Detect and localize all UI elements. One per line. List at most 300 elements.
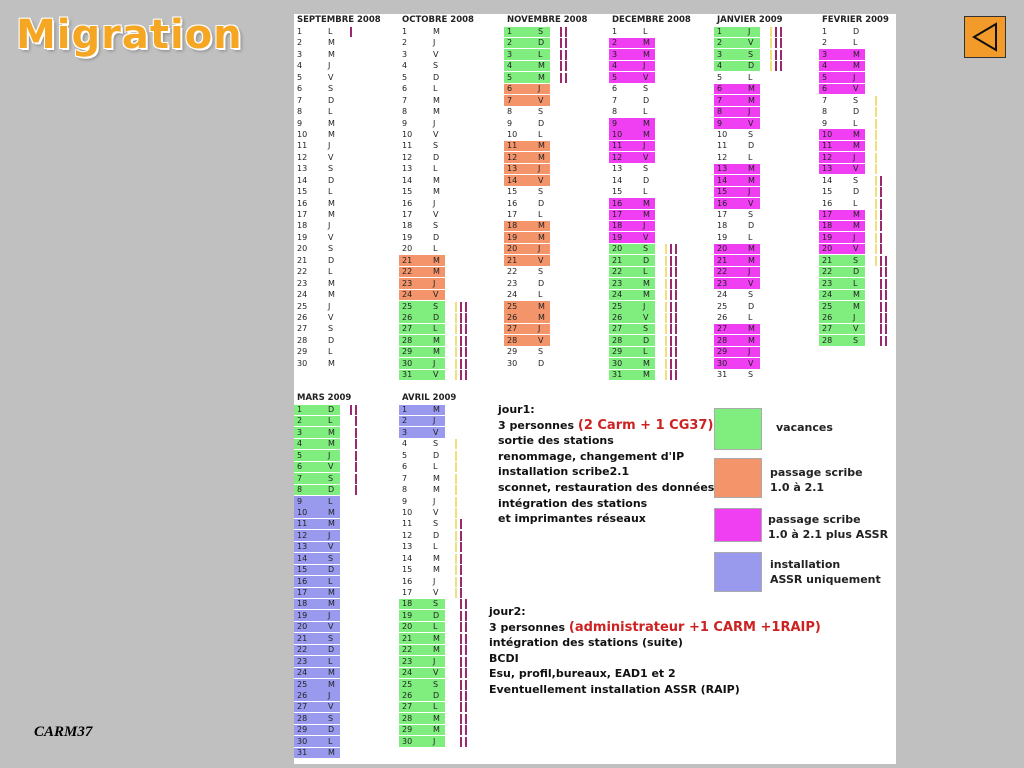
calendar-day — [714, 118, 818, 129]
weekday-letter: L — [328, 416, 333, 426]
day-number: 29 — [612, 347, 623, 357]
jour2-marker — [780, 38, 782, 48]
jour1-marker — [875, 221, 877, 231]
jour2-marker — [670, 290, 672, 300]
weekday-letter: M — [643, 358, 650, 368]
calendar-day — [399, 232, 503, 243]
jour2-marker — [460, 737, 462, 747]
jour1-marker — [665, 347, 667, 357]
day-number: 10 — [822, 129, 833, 139]
day-number: 18 — [297, 599, 308, 609]
calendar-day — [399, 72, 503, 83]
weekday-letter: L — [643, 187, 648, 197]
weekday-letter: J — [433, 496, 436, 506]
weekday-letter: S — [433, 141, 439, 151]
calendar-day — [294, 713, 398, 724]
weekday-letter: V — [643, 152, 649, 162]
day-number: 17 — [507, 210, 518, 219]
calendar-day — [294, 209, 398, 220]
calendar-day — [294, 26, 398, 37]
weekday-letter: M — [433, 565, 440, 575]
weekday-letter: M — [538, 312, 545, 322]
day-number: 13 — [507, 164, 518, 174]
day-number: 19 — [612, 232, 623, 242]
jour2-marker — [565, 61, 567, 71]
day-number: 30 — [297, 736, 308, 746]
jour2-title: jour2: — [489, 605, 526, 618]
calendar-day — [294, 587, 398, 598]
jour2-marker — [675, 244, 677, 254]
day-number: 17 — [717, 210, 728, 219]
jour2-marker — [465, 634, 467, 644]
calendar-day — [609, 198, 713, 209]
jour2-marker — [355, 485, 357, 495]
calendar-day — [609, 129, 713, 140]
jour2-marker — [460, 302, 462, 312]
jour2-marker — [670, 267, 672, 277]
day-number: 13 — [297, 164, 308, 174]
jour1-marker — [455, 508, 457, 518]
weekday-letter: V — [748, 198, 754, 208]
day-number: 19 — [507, 232, 518, 242]
weekday-letter: V — [328, 622, 334, 632]
calendar-day — [294, 404, 398, 415]
jour2-marker — [460, 336, 462, 346]
day-number: 12 — [717, 152, 728, 162]
day-number: 5 — [402, 450, 408, 460]
jour2-marker — [880, 336, 882, 346]
day-number: 11 — [822, 141, 833, 151]
day-number: 9 — [822, 118, 828, 128]
weekday-letter: J — [748, 347, 751, 357]
calendar-day — [399, 724, 503, 735]
day-number: 3 — [402, 427, 408, 437]
weekday-letter: L — [328, 736, 333, 746]
day-number: 18 — [822, 221, 833, 231]
weekday-letter: M — [433, 175, 440, 185]
weekday-letter: V — [748, 118, 754, 128]
weekday-letter: S — [328, 324, 334, 334]
weekday-letter: J — [433, 198, 436, 208]
day-number: 23 — [612, 278, 623, 288]
jour2-marker — [880, 267, 882, 277]
month-column — [399, 14, 503, 381]
weekday-letter: D — [853, 267, 860, 277]
day-number: 30 — [507, 358, 518, 368]
calendar-day — [609, 106, 713, 117]
weekday-letter: D — [538, 278, 545, 288]
day-number: 27 — [402, 702, 413, 712]
jour2-marker — [355, 405, 357, 415]
jour2-marker — [355, 462, 357, 472]
calendar-day — [294, 175, 398, 186]
calendar-day — [399, 369, 503, 380]
weekday-letter: J — [643, 61, 646, 71]
day-number: 1 — [612, 27, 618, 36]
calendar-day — [819, 72, 896, 83]
day-number: 4 — [717, 61, 723, 71]
day-number: 11 — [612, 141, 623, 151]
jour1-marker — [665, 244, 667, 254]
day-number: 20 — [507, 244, 518, 254]
jour2-marker — [465, 622, 467, 632]
day-number: 29 — [507, 347, 518, 357]
jour2-marker — [460, 313, 462, 323]
calendar-day — [609, 186, 713, 197]
calendar-day — [399, 518, 503, 529]
weekday-letter: M — [643, 290, 650, 300]
day-number: 6 — [402, 84, 408, 94]
calendar-day — [294, 289, 398, 300]
calendar-day — [399, 335, 503, 346]
calendar-day — [819, 83, 896, 94]
previous-slide-button[interactable] — [964, 16, 1006, 58]
jour2-marker — [465, 645, 467, 655]
jour2-marker — [465, 599, 467, 609]
month-header: FEVRIER 2009 — [822, 15, 889, 25]
month-header: JANVIER 2009 — [717, 15, 783, 25]
calendar-day — [399, 301, 503, 312]
calendar-day — [714, 358, 818, 369]
weekday-letter: D — [433, 152, 440, 162]
jour1-marker — [455, 554, 457, 564]
day-number: 28 — [717, 335, 728, 345]
weekday-letter: V — [328, 72, 334, 82]
jour2-marker — [675, 302, 677, 312]
day-number: 29 — [717, 347, 728, 357]
day-number: 1 — [402, 27, 408, 36]
calendar-day — [294, 186, 398, 197]
jour2-marker — [465, 611, 467, 621]
day-number: 1 — [822, 27, 828, 36]
day-number: 14 — [612, 175, 623, 185]
weekday-letter: V — [328, 542, 334, 552]
calendar-day — [399, 496, 503, 507]
calendar-day — [714, 346, 818, 357]
weekday-letter: V — [433, 427, 439, 437]
day-number: 22 — [822, 267, 833, 277]
jour2-marker — [880, 244, 882, 254]
weekday-letter: D — [538, 198, 545, 208]
calendar-day — [504, 37, 608, 48]
calendar-day — [294, 37, 398, 48]
weekday-letter: S — [538, 107, 544, 117]
day-number: 9 — [507, 118, 513, 128]
calendar-day — [294, 450, 398, 461]
calendar-day — [399, 152, 503, 163]
calendar-day — [609, 72, 713, 83]
jour2-marker — [885, 256, 887, 266]
weekday-letter: S — [433, 61, 439, 71]
jour1-marker — [770, 61, 772, 71]
calendar-day — [714, 232, 818, 243]
calendar-day — [399, 163, 503, 174]
day-number: 10 — [297, 507, 308, 517]
jour1-notes — [498, 402, 714, 527]
day-number: 15 — [402, 187, 413, 197]
weekday-letter: D — [328, 725, 335, 735]
weekday-letter: M — [853, 290, 860, 300]
calendar-day — [399, 289, 503, 300]
weekday-letter: M — [748, 175, 755, 185]
weekday-letter: L — [433, 702, 438, 712]
day-number: 7 — [297, 473, 303, 483]
jour2-marker — [880, 199, 882, 209]
weekday-letter: M — [328, 427, 335, 437]
day-number: 25 — [822, 301, 833, 311]
day-number: 20 — [717, 244, 728, 254]
calendar-day — [399, 427, 503, 438]
jour2-marker — [460, 611, 462, 621]
weekday-letter: L — [748, 72, 753, 82]
calendar-day — [609, 346, 713, 357]
day-number: 14 — [717, 175, 728, 185]
weekday-letter: S — [328, 713, 334, 723]
weekday-letter: L — [328, 347, 333, 357]
weekday-letter: D — [328, 485, 335, 495]
jour2-marker — [670, 244, 672, 254]
day-number: 6 — [822, 84, 828, 94]
calendar-day — [609, 37, 713, 48]
day-number: 3 — [822, 49, 828, 59]
month-column — [714, 14, 818, 381]
calendar-day — [399, 312, 503, 323]
jour2-marker — [675, 324, 677, 334]
calendar-day — [294, 129, 398, 140]
jour2-line: Eventuellement installation ASSR (RAIP) — [489, 682, 740, 696]
weekday-letter: J — [328, 610, 331, 620]
day-number: 28 — [507, 335, 518, 345]
jour2-marker — [675, 290, 677, 300]
calendar-day — [504, 118, 608, 129]
calendar-day — [399, 118, 503, 129]
jour1-marker — [875, 119, 877, 129]
weekday-letter: V — [538, 255, 544, 265]
calendar-day — [819, 37, 896, 48]
jour1-people: 3 personnes — [498, 418, 575, 432]
jour2-marker — [675, 359, 677, 369]
day-number: 16 — [717, 198, 728, 208]
jour1-marker — [875, 233, 877, 243]
jour2-marker — [465, 691, 467, 701]
jour2-marker — [465, 725, 467, 735]
day-number: 15 — [297, 187, 308, 197]
weekday-letter: S — [328, 84, 334, 94]
jour2-marker — [460, 588, 462, 598]
day-number: 18 — [402, 599, 413, 609]
day-number: 24 — [297, 668, 308, 678]
day-number: 30 — [297, 358, 308, 368]
jour2-marker — [670, 302, 672, 312]
day-number: 28 — [612, 335, 623, 345]
weekday-letter: M — [748, 84, 755, 94]
weekday-letter: L — [853, 198, 858, 208]
weekday-letter: J — [748, 27, 751, 36]
calendar-day — [609, 323, 713, 334]
weekday-letter: M — [538, 61, 545, 71]
calendar-day — [294, 60, 398, 71]
day-number: 30 — [402, 736, 413, 746]
jour2-marker — [465, 336, 467, 346]
calendar-day — [714, 323, 818, 334]
day-number: 12 — [822, 152, 833, 162]
day-number: 7 — [297, 95, 303, 105]
weekday-letter: V — [748, 358, 754, 368]
weekday-letter: V — [853, 244, 859, 254]
day-number: 4 — [612, 61, 618, 71]
jour2-marker — [560, 61, 562, 71]
weekday-letter: M — [328, 439, 335, 449]
weekday-letter: S — [643, 324, 649, 334]
day-number: 17 — [822, 210, 833, 219]
weekday-letter: L — [433, 542, 438, 552]
day-number: 30 — [717, 358, 728, 368]
weekday-letter: M — [328, 210, 335, 219]
jour1-marker — [770, 38, 772, 48]
jour2-marker — [670, 370, 672, 380]
weekday-letter: M — [538, 152, 545, 162]
jour2-marker — [885, 279, 887, 289]
jour1-marker — [665, 290, 667, 300]
day-number: 12 — [402, 530, 413, 540]
calendar-day — [714, 301, 818, 312]
jour1-line: renommage, changement d'IP — [498, 449, 685, 463]
day-number: 12 — [297, 152, 308, 162]
calendar-day — [504, 232, 608, 243]
day-number: 22 — [297, 267, 308, 277]
day-number: 13 — [612, 164, 623, 174]
calendar-day — [714, 129, 818, 140]
weekday-letter: M — [538, 72, 545, 82]
calendar-day — [819, 118, 896, 129]
calendar-day — [399, 404, 503, 415]
jour1-marker — [455, 439, 457, 449]
calendar-day — [714, 140, 818, 151]
jour2-marker — [675, 313, 677, 323]
day-number: 5 — [297, 450, 303, 460]
jour1-marker — [455, 336, 457, 346]
calendar-day — [504, 83, 608, 94]
jour2-marker — [885, 336, 887, 346]
weekday-letter: J — [643, 141, 646, 151]
weekday-letter: J — [433, 576, 436, 586]
day-number: 8 — [507, 107, 513, 117]
weekday-letter: J — [538, 84, 541, 94]
weekday-letter: S — [748, 210, 754, 219]
calendar-day — [819, 186, 896, 197]
weekday-letter: J — [538, 164, 541, 174]
day-number: 23 — [507, 278, 518, 288]
weekday-letter: V — [433, 290, 439, 300]
jour2-marker — [880, 302, 882, 312]
day-number: 7 — [402, 95, 408, 105]
calendar-day — [714, 278, 818, 289]
jour2-marker — [880, 210, 882, 220]
weekday-letter: M — [853, 210, 860, 219]
day-number: 26 — [402, 312, 413, 322]
day-number: 16 — [822, 198, 833, 208]
weekday-letter: S — [328, 633, 334, 643]
calendar-day — [294, 140, 398, 151]
weekday-letter: M — [748, 95, 755, 105]
calendar-day — [399, 106, 503, 117]
jour2-marker — [780, 61, 782, 71]
day-number: 21 — [612, 255, 623, 265]
calendar-day — [294, 633, 398, 644]
calendar-day — [819, 301, 896, 312]
day-number: 20 — [297, 244, 308, 254]
day-number: 14 — [822, 175, 833, 185]
weekday-letter: J — [538, 244, 541, 254]
day-number: 7 — [612, 95, 618, 105]
calendar-day — [294, 724, 398, 735]
jour1-marker — [875, 153, 877, 163]
calendar-day — [294, 747, 398, 758]
calendar-day — [609, 209, 713, 220]
weekday-letter: M — [433, 713, 440, 723]
weekday-letter: L — [328, 267, 333, 277]
weekday-letter: M — [433, 553, 440, 563]
jour2-marker — [460, 725, 462, 735]
month-column — [294, 392, 398, 759]
calendar-day — [294, 518, 398, 529]
day-number: 28 — [297, 335, 308, 345]
jour2-marker — [350, 405, 352, 415]
calendar-day — [399, 129, 503, 140]
calendar-day — [399, 576, 503, 587]
weekday-letter: V — [853, 324, 859, 334]
calendar-day — [294, 415, 398, 426]
day-number: 27 — [297, 702, 308, 712]
jour2-line: intégration des stations (suite) — [489, 636, 683, 650]
jour2-marker — [465, 324, 467, 334]
day-number: 1 — [297, 405, 303, 414]
calendar-day — [819, 278, 896, 289]
day-number: 29 — [402, 347, 413, 357]
jour2-marker — [670, 359, 672, 369]
calendar-day — [504, 140, 608, 151]
weekday-letter: V — [328, 702, 334, 712]
jour2-marker — [465, 347, 467, 357]
calendar-day — [294, 644, 398, 655]
jour1-marker — [665, 279, 667, 289]
calendar-day — [399, 644, 503, 655]
jour2-marker — [560, 38, 562, 48]
day-number: 16 — [297, 198, 308, 208]
day-number: 25 — [612, 301, 623, 311]
jour2-marker — [880, 313, 882, 323]
jour2-marker — [880, 221, 882, 231]
day-number: 24 — [507, 290, 518, 300]
day-number: 21 — [507, 255, 518, 265]
day-number: 6 — [402, 462, 408, 472]
jour2-marker — [885, 324, 887, 334]
jour1-marker — [455, 359, 457, 369]
jour1-marker — [665, 336, 667, 346]
weekday-letter: D — [433, 530, 440, 540]
calendar-day — [399, 656, 503, 667]
jour2-marker — [465, 680, 467, 690]
weekday-letter: J — [433, 278, 436, 288]
day-number: 2 — [507, 38, 513, 48]
weekday-letter: D — [433, 610, 440, 620]
calendar-day — [294, 312, 398, 323]
calendar-day — [294, 656, 398, 667]
weekday-letter: M — [433, 187, 440, 197]
weekday-letter: V — [643, 232, 649, 242]
day-number: 25 — [297, 679, 308, 689]
day-number: 5 — [507, 72, 513, 82]
